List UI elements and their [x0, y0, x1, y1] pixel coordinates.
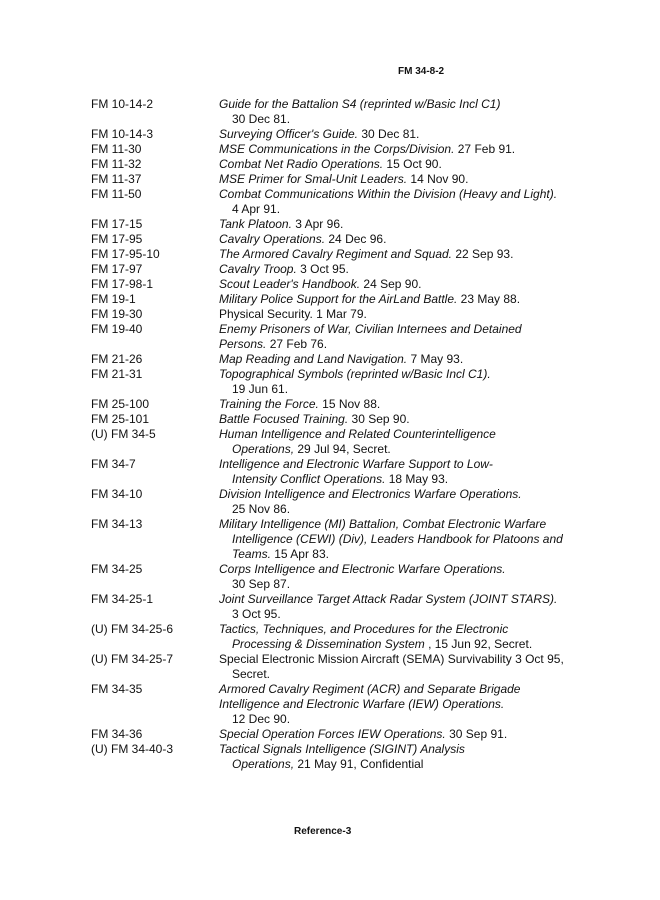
reference-title-line: [219, 127, 604, 142]
reference-number: FM 25-101: [91, 412, 150, 426]
title-text: MSE Communications in the Corps/Division.: [219, 142, 455, 156]
reference-number: FM 11-32: [91, 157, 142, 171]
reference-entry: [0, 592, 660, 622]
reference-title-line: [219, 637, 604, 652]
reference-number: FM 34-35: [91, 682, 143, 696]
reference-entry: [0, 172, 660, 187]
reference-title-line: [219, 472, 604, 487]
date-text: 3 Oct 95.: [296, 262, 349, 276]
reference-entry: [0, 457, 660, 487]
reference-number: FM 10-14-2: [91, 97, 154, 111]
reference-title-line: [219, 427, 604, 442]
title-text: Topographical Symbols (reprinted w/Basic Incl C1).: [219, 367, 491, 381]
reference-title: [219, 487, 604, 517]
reference-title-line: [219, 217, 604, 232]
reference-number: (U) FM 34-25-6: [91, 622, 174, 636]
date-text: 24 Dec 96.: [325, 232, 387, 246]
reference-title: [219, 322, 604, 352]
reference-title-line: [219, 412, 604, 427]
reference-number: FM 11-37: [91, 172, 142, 186]
reference-title-line: [219, 277, 604, 292]
reference-entry: [0, 487, 660, 517]
reference-entry: [0, 727, 660, 742]
reference-number: FM 10-14-3: [91, 127, 154, 141]
date-text: 27 Feb 91.: [454, 142, 516, 156]
reference-number: FM 34-25-1: [91, 592, 154, 606]
title-text: The Armored Cavalry Regiment and Squad.: [219, 247, 453, 261]
date-text: 24 Sep 90.: [360, 277, 422, 291]
reference-title-line: [219, 547, 604, 562]
reference-number: FM 11-30: [91, 142, 142, 156]
reference-number: FM 21-31: [91, 367, 143, 381]
title-text: Corps Intelligence and Electronic Warfare Operations.: [219, 562, 506, 576]
reference-title-line: [219, 442, 604, 457]
reference-number: (U) FM 34-5: [91, 427, 156, 441]
reference-entry: [0, 262, 660, 277]
date-text: , 15 Jun 92, Secret.: [424, 637, 533, 651]
reference-title-line: [219, 667, 604, 682]
reference-title-line: [219, 742, 604, 757]
date-text: Secret.: [232, 667, 271, 681]
reference-title-line: [219, 652, 604, 667]
reference-title-line: [219, 262, 604, 277]
reference-title-line: [219, 517, 604, 532]
reference-entry: [0, 517, 660, 562]
reference-title-line: [219, 307, 604, 322]
page-footer: Reference-3: [294, 826, 352, 837]
date-text: 21 May 91, Confidential: [294, 757, 424, 771]
title-text: Teams.: [232, 547, 271, 561]
reference-number: FM 19-30: [91, 307, 143, 321]
reference-entry: [0, 322, 660, 352]
reference-title: [219, 457, 604, 487]
date-text: 18 May 93.: [385, 472, 449, 486]
reference-title: [219, 517, 604, 562]
reference-number: FM 21-26: [91, 352, 143, 366]
date-text: 15 Apr 83.: [270, 547, 329, 561]
title-text: Battle Focused Training.: [219, 412, 349, 426]
date-text: 14 Nov 90.: [407, 172, 469, 186]
title-text: Operations,: [232, 757, 295, 771]
reference-title: [219, 277, 604, 292]
title-text: Armored Cavalry Regiment (ACR) and Separate Brigade: [219, 682, 521, 696]
reference-entry: [0, 742, 660, 772]
reference-entry: [0, 277, 660, 292]
title-text: Intelligence and Electronic Warfare Support to Low-: [219, 457, 493, 471]
title-text: Intensity Conflict Operations.: [232, 472, 386, 486]
reference-entry: [0, 352, 660, 367]
title-text: Enemy Prisoners of War, Civilian Internees and Detained: [219, 322, 522, 336]
reference-title-line: [219, 142, 604, 157]
reference-title: [219, 352, 604, 367]
date-text: 22 Sep 93.: [452, 247, 514, 261]
reference-number: FM 17-97: [91, 262, 143, 276]
reference-title-line: [219, 247, 604, 262]
reference-title-line: [219, 157, 604, 172]
reference-title: [219, 427, 604, 457]
reference-title-line: [219, 682, 604, 697]
reference-entry: [0, 367, 660, 397]
reference-entry: [0, 682, 660, 727]
title-text: Training the Force.: [219, 397, 319, 411]
title-text: Map Reading and Land Navigation.: [219, 352, 408, 366]
title-text: Cavalry Operations.: [219, 232, 326, 246]
reference-number: FM 34-36: [91, 727, 143, 741]
reference-title-line: [219, 577, 604, 592]
reference-title: [219, 157, 604, 172]
title-text: MSE Primer for Smal-Unit Leaders.: [219, 172, 408, 186]
reference-title: [219, 742, 604, 772]
title-text: Cavalry Troop.: [219, 262, 297, 276]
date-text: 12 Dec 90.: [232, 712, 291, 726]
date-text: 30 Sep 90.: [348, 412, 410, 426]
title-text: Division Intelligence and Electronics Warfare Operations.: [219, 487, 522, 501]
reference-title: [219, 622, 604, 652]
date-text: 30 Dec 81.: [358, 127, 420, 141]
reference-title-line: [219, 172, 604, 187]
title-text: Combat Communications Within the Division (Heavy and Light).: [219, 187, 558, 201]
reference-number: FM 17-98-1: [91, 277, 154, 291]
reference-number: FM 34-10: [91, 487, 143, 501]
reference-entry: [0, 307, 660, 322]
reference-title-line: [219, 457, 604, 472]
reference-number: FM 34-13: [91, 517, 143, 531]
title-text: Processing & Dissemination System: [232, 637, 425, 651]
reference-title: [219, 232, 604, 247]
title-text: Combat Net Radio Operations.: [219, 157, 384, 171]
reference-title-line: [219, 97, 604, 112]
reference-title: [219, 127, 604, 142]
date-text: 23 May 88.: [457, 292, 521, 306]
reference-title: [219, 562, 604, 592]
title-text: Military Police Support for the AirLand Battle.: [219, 292, 458, 306]
date-text: 15 Nov 88.: [318, 397, 381, 411]
reference-entry: [0, 217, 660, 232]
reference-list: [0, 97, 660, 772]
title-text: Military Intelligence (MI) Battalion, Combat Electronic Warfare: [219, 517, 547, 531]
reference-title: [219, 187, 604, 217]
reference-title-line: [219, 757, 604, 772]
title-text: Tank Platoon.: [219, 217, 292, 231]
reference-title-line: [219, 592, 604, 607]
reference-title-line: [219, 397, 604, 412]
date-text: 30 Sep 87.: [232, 577, 291, 591]
title-text: Operations,: [232, 442, 295, 456]
reference-entry: [0, 232, 660, 247]
reference-title-line: [219, 202, 604, 217]
reference-title: [219, 682, 604, 727]
title-text: Special Operation Forces IEW Operations.: [219, 727, 446, 741]
reference-title-line: [219, 112, 604, 127]
reference-title: [219, 727, 604, 742]
title-text: Guide for the Battalion S4 (reprinted w/Basic Incl C1): [219, 97, 501, 111]
reference-title-line: [219, 322, 604, 337]
reference-entry: [0, 97, 660, 127]
reference-title-line: [219, 337, 604, 352]
reference-number: FM 19-40: [91, 322, 143, 336]
reference-title-line: [219, 292, 604, 307]
reference-title-line: [219, 502, 604, 517]
reference-title: [219, 247, 604, 262]
reference-title-line: [219, 727, 604, 742]
date-text: 15 Oct 90.: [383, 157, 442, 171]
title-text: Tactics, Techniques, and Procedures for the Electronic: [219, 622, 509, 636]
reference-entry: [0, 247, 660, 262]
reference-title-line: [219, 367, 604, 382]
date-text: 7 May 93.: [407, 352, 464, 366]
reference-entry: [0, 412, 660, 427]
reference-number: FM 34-25: [91, 562, 143, 576]
reference-entry: [0, 622, 660, 652]
reference-number: (U) FM 34-25-7: [91, 652, 174, 666]
reference-title: [219, 217, 604, 232]
reference-title-line: [219, 607, 604, 622]
title-text: Persons.: [219, 337, 267, 351]
reference-entry: [0, 652, 660, 682]
reference-title-line: [219, 487, 604, 502]
reference-title-line: [219, 187, 604, 202]
reference-title-line: [219, 622, 604, 637]
date-text: 29 Jul 94, Secret.: [294, 442, 391, 456]
reference-entry: [0, 292, 660, 307]
reference-title: [219, 292, 604, 307]
reference-entry: [0, 157, 660, 172]
reference-title-line: [219, 232, 604, 247]
reference-number: FM 25-100: [91, 397, 150, 411]
reference-title: [219, 307, 604, 322]
reference-number: FM 17-95-10: [91, 247, 160, 261]
reference-number: FM 11-50: [91, 187, 142, 201]
title-text: Scout Leader's Handbook.: [219, 277, 361, 291]
reference-title-line: [219, 712, 604, 727]
reference-title: [219, 652, 604, 682]
reference-title-line: [219, 562, 604, 577]
title-text: Intelligence (CEWI) (Div), Leaders Handbook for Platoons and: [232, 532, 563, 546]
date-text: Physical Security. 1 Mar 79.: [219, 307, 367, 321]
reference-title-line: [219, 382, 604, 397]
reference-title: [219, 142, 604, 157]
reference-entry: [0, 187, 660, 217]
date-text: 27 Feb 76.: [266, 337, 328, 351]
reference-number: FM 34-7: [91, 457, 136, 471]
title-text: Surveying Officer's Guide.: [219, 127, 359, 141]
reference-title: [219, 172, 604, 187]
reference-entry: [0, 142, 660, 157]
date-text: 3 Oct 95.: [232, 607, 281, 621]
reference-number: (U) FM 34-40-3: [91, 742, 174, 756]
page-header: FM 34-8-2: [398, 66, 445, 77]
reference-number: FM 19-1: [91, 292, 136, 306]
reference-entry: [0, 127, 660, 142]
date-text: 19 Jun 61.: [232, 382, 289, 396]
reference-title-line: [219, 532, 604, 547]
reference-title: [219, 412, 604, 427]
date-text: 30 Sep 91.: [445, 727, 508, 741]
reference-entry: [0, 397, 660, 412]
reference-number: FM 17-15: [91, 217, 143, 231]
title-text: Intelligence and Electronic Warfare (IEW) Operations.: [219, 697, 505, 711]
reference-title-line: [219, 697, 604, 712]
date-text: 30 Dec 81.: [232, 112, 291, 126]
reference-title-line: [219, 352, 604, 367]
reference-title: [219, 397, 604, 412]
title-text: Human Intelligence and Related Counterintelligence: [219, 427, 496, 441]
reference-title: [219, 262, 604, 277]
date-text: Special Electronic Mission Aircraft (SEMA) Survivability 3 Oct 95,: [219, 652, 564, 666]
date-text: 4 Apr 91.: [232, 202, 281, 216]
date-text: 3 Apr 96.: [291, 217, 344, 231]
title-text: Tactical Signals Intelligence (SIGINT) Analysis: [219, 742, 465, 756]
reference-entry: [0, 427, 660, 457]
date-text: 25 Nov 86.: [232, 502, 291, 516]
reference-entry: [0, 562, 660, 592]
title-text: Joint Surveillance Target Attack Radar System (JOINT STARS).: [219, 592, 558, 606]
reference-title: [219, 97, 604, 127]
reference-title: [219, 592, 604, 622]
reference-number: FM 17-95: [91, 232, 143, 246]
reference-title: [219, 367, 604, 397]
